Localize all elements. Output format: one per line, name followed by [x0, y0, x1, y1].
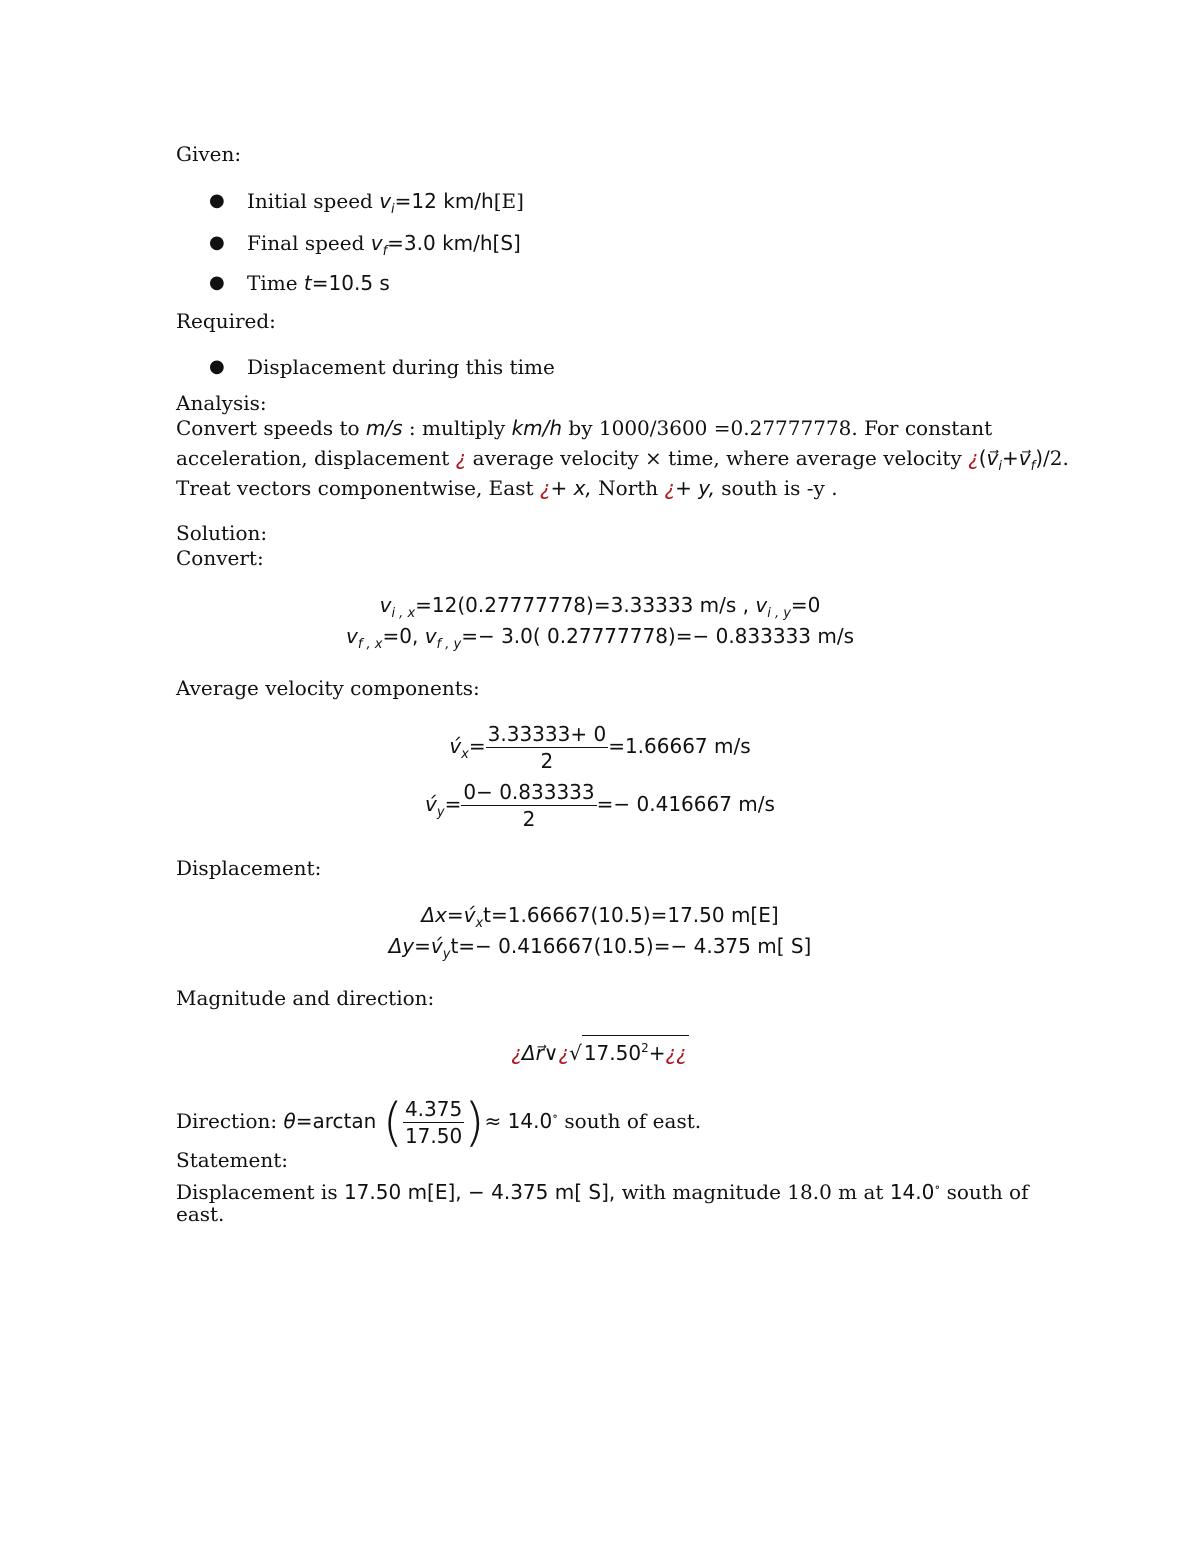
statement-line-2: east.	[176, 1202, 225, 1226]
bullet-icon: ●	[209, 232, 225, 253]
equation-vy: $v́_y=$ $\frac{0- 0.833333}{2}$ =− 0.416667 m/s	[425, 780, 775, 831]
average-velocity-heading: Average velocity components:	[176, 676, 480, 700]
analysis-line-3: Treat vectors componentwise, East ¿+ x, North ¿+ y, south is -y .	[176, 476, 838, 500]
equation-magnitude: ¿Δr⃗∨¿√ $17.50^2+¿¿$	[0, 1035, 1200, 1066]
statement-line-1: Displacement is 17.50 m[E], − 4.375 m[ S], with magnitude 18.0 m at 14.0∘ south of	[176, 1180, 1029, 1204]
statement-heading: Statement:	[176, 1148, 288, 1172]
bullet-icon: ●	[209, 356, 225, 377]
given-heading: Given:	[176, 142, 242, 166]
required-displacement: Displacement during this time	[247, 355, 555, 379]
given-initial-speed: Initial speed $v_i=12$ km/h[E]	[247, 189, 524, 217]
required-heading: Required:	[176, 309, 276, 333]
equation-vi: $v_{i , x}=12(0.27777778)=3.33333$ m/s , $v_{i , y}=0$	[379, 593, 821, 621]
given-final-speed: Final speed $v_f=3.0$ km/h[S]	[247, 231, 521, 259]
equation-vx: $v́_x=$ $\frac{3.33333+ 0}{2}$ =1.66667 m/s	[449, 722, 751, 773]
direction-line: Direction: θ=arctan ( $\frac{4.375}{17.50}$ )≈ 14.0∘ south of east.	[176, 1092, 702, 1153]
equation-vf: $v_{f , x}=0$, $v_{f , y}=- 3.0$( 0.27777778)=− 0.833333 m/s	[345, 624, 855, 652]
convert-heading: Convert:	[176, 546, 264, 570]
analysis-line-1: Convert speeds to m/s : multiply km/h by 1000/3600 =0.27777778. For constant	[176, 416, 993, 440]
equation-dx: $\Delta x=v́_xt=1.66667(10.5)=17.50$ m[E]	[421, 903, 779, 931]
bullet-icon: ●	[209, 190, 225, 211]
given-time: Time t=10.5 s	[247, 271, 390, 295]
equation-dy: $\Delta y=v́_yt=- 0.416667(10.5)=- 4.375$ m[ S]	[388, 934, 812, 962]
solution-heading: Solution:	[176, 521, 268, 545]
analysis-line-2: acceleration, displacement ¿ average velocity × time, where average velocity ¿$(v⃗_i+v⃗_f)/2$.	[176, 446, 1069, 474]
magnitude-heading: Magnitude and direction:	[176, 986, 435, 1010]
analysis-heading: Analysis:	[176, 391, 267, 415]
bullet-icon: ●	[209, 272, 225, 293]
displacement-heading: Displacement:	[176, 856, 322, 880]
